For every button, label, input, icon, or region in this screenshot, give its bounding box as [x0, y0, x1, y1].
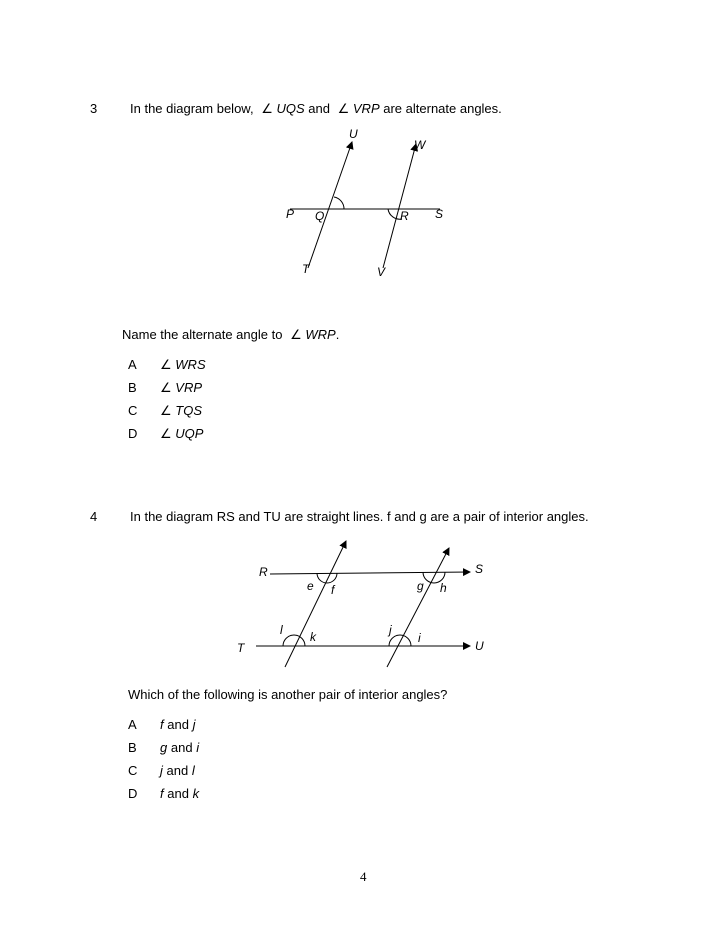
angle-arc-uqs [334, 197, 344, 209]
label-f: f [331, 583, 335, 597]
label-e: e [307, 579, 314, 593]
question-3-stem [130, 101, 502, 117]
question-3-number: 3 [90, 101, 98, 116]
stem-text-post: are alternate angles. [383, 101, 502, 116]
label-p: P [286, 207, 295, 221]
option-letter: B [128, 380, 137, 395]
option-angle-1: f [160, 786, 164, 801]
label-u: U [475, 639, 484, 653]
angle-symbol: ∠ [261, 101, 273, 116]
option-a[interactable] [160, 717, 195, 733]
option-angle-2: k [192, 786, 200, 801]
option-angle-1: j [160, 763, 163, 778]
option-letter: D [128, 786, 138, 801]
question-3-prompt [122, 327, 339, 343]
option-letter: A [128, 717, 137, 732]
line-rs [270, 572, 470, 574]
label-s: S [475, 562, 484, 576]
angle-symbol: ∠ [160, 403, 172, 418]
option-text: VRP [175, 380, 203, 395]
label-u: U [349, 127, 358, 141]
label-h: h [440, 581, 447, 595]
angle-symbol: ∠ [290, 327, 302, 342]
stem-text-and: and [308, 101, 330, 116]
question-4-diagram [230, 535, 500, 670]
label-v: V [377, 265, 386, 279]
prompt-angle: WRP [305, 327, 336, 342]
line-tu [308, 142, 352, 268]
prompt-period: . [335, 327, 340, 342]
option-c[interactable] [160, 403, 202, 419]
stem-text-pre: In the diagram below, [130, 101, 254, 116]
option-angle-1: g [160, 740, 168, 755]
question-4-stem: In the diagram RS and TU are straight lines. f and g are a pair of interior angles. [130, 509, 589, 524]
page-number: 4 [360, 869, 367, 884]
option-text: UQP [175, 426, 204, 441]
angle-symbol: ∠ [160, 426, 172, 441]
label-i: i [418, 631, 421, 645]
option-and: and [167, 786, 189, 801]
transversal-left [285, 541, 346, 667]
option-letter: B [128, 740, 137, 755]
option-d[interactable] [160, 426, 203, 442]
option-and: and [167, 717, 189, 732]
stem-angle-1: UQS [276, 101, 305, 116]
angle-symbol: ∠ [337, 101, 350, 116]
label-q: Q [315, 209, 325, 223]
question-4-number: 4 [90, 509, 98, 524]
label-s: S [435, 207, 444, 221]
option-a[interactable] [160, 357, 206, 373]
option-c[interactable] [160, 763, 195, 779]
prompt-text: Name the alternate angle to [122, 327, 283, 342]
option-angle-2: i [196, 740, 200, 755]
angle-arc-l-k [283, 635, 305, 646]
label-r: R [259, 565, 268, 579]
line-vw [383, 144, 416, 268]
option-b[interactable] [160, 740, 199, 756]
option-letter: A [128, 357, 137, 372]
option-angle-2: j [192, 717, 196, 732]
label-k: k [310, 630, 316, 644]
option-letter: C [128, 403, 138, 418]
transversal-right [387, 548, 449, 667]
option-text: TQS [175, 403, 203, 418]
option-and: and [170, 740, 193, 755]
label-w: W [414, 138, 426, 152]
label-g: g [417, 579, 424, 593]
option-text: WRS [175, 357, 206, 372]
label-l: l [280, 623, 283, 637]
option-b[interactable] [160, 380, 202, 396]
option-and: and [166, 763, 189, 778]
option-angle-2: l [191, 763, 195, 778]
angle-symbol: ∠ [160, 380, 172, 395]
angle-symbol: ∠ [160, 357, 172, 372]
option-letter: C [128, 763, 138, 778]
angle-arc-j-i [389, 635, 411, 646]
question-3-diagram [260, 120, 480, 290]
label-r: R [400, 209, 409, 223]
label-t: T [302, 262, 310, 276]
label-j: j [389, 623, 392, 637]
question-4-prompt: Which of the following is another pair of interior angles? [128, 687, 448, 702]
label-t: T [237, 641, 245, 655]
angle-arc-e-f [317, 573, 337, 583]
option-angle-1: f [160, 717, 164, 732]
stem-angle-2: VRP [352, 101, 380, 116]
option-letter: D [128, 426, 138, 441]
option-d[interactable] [160, 786, 199, 802]
